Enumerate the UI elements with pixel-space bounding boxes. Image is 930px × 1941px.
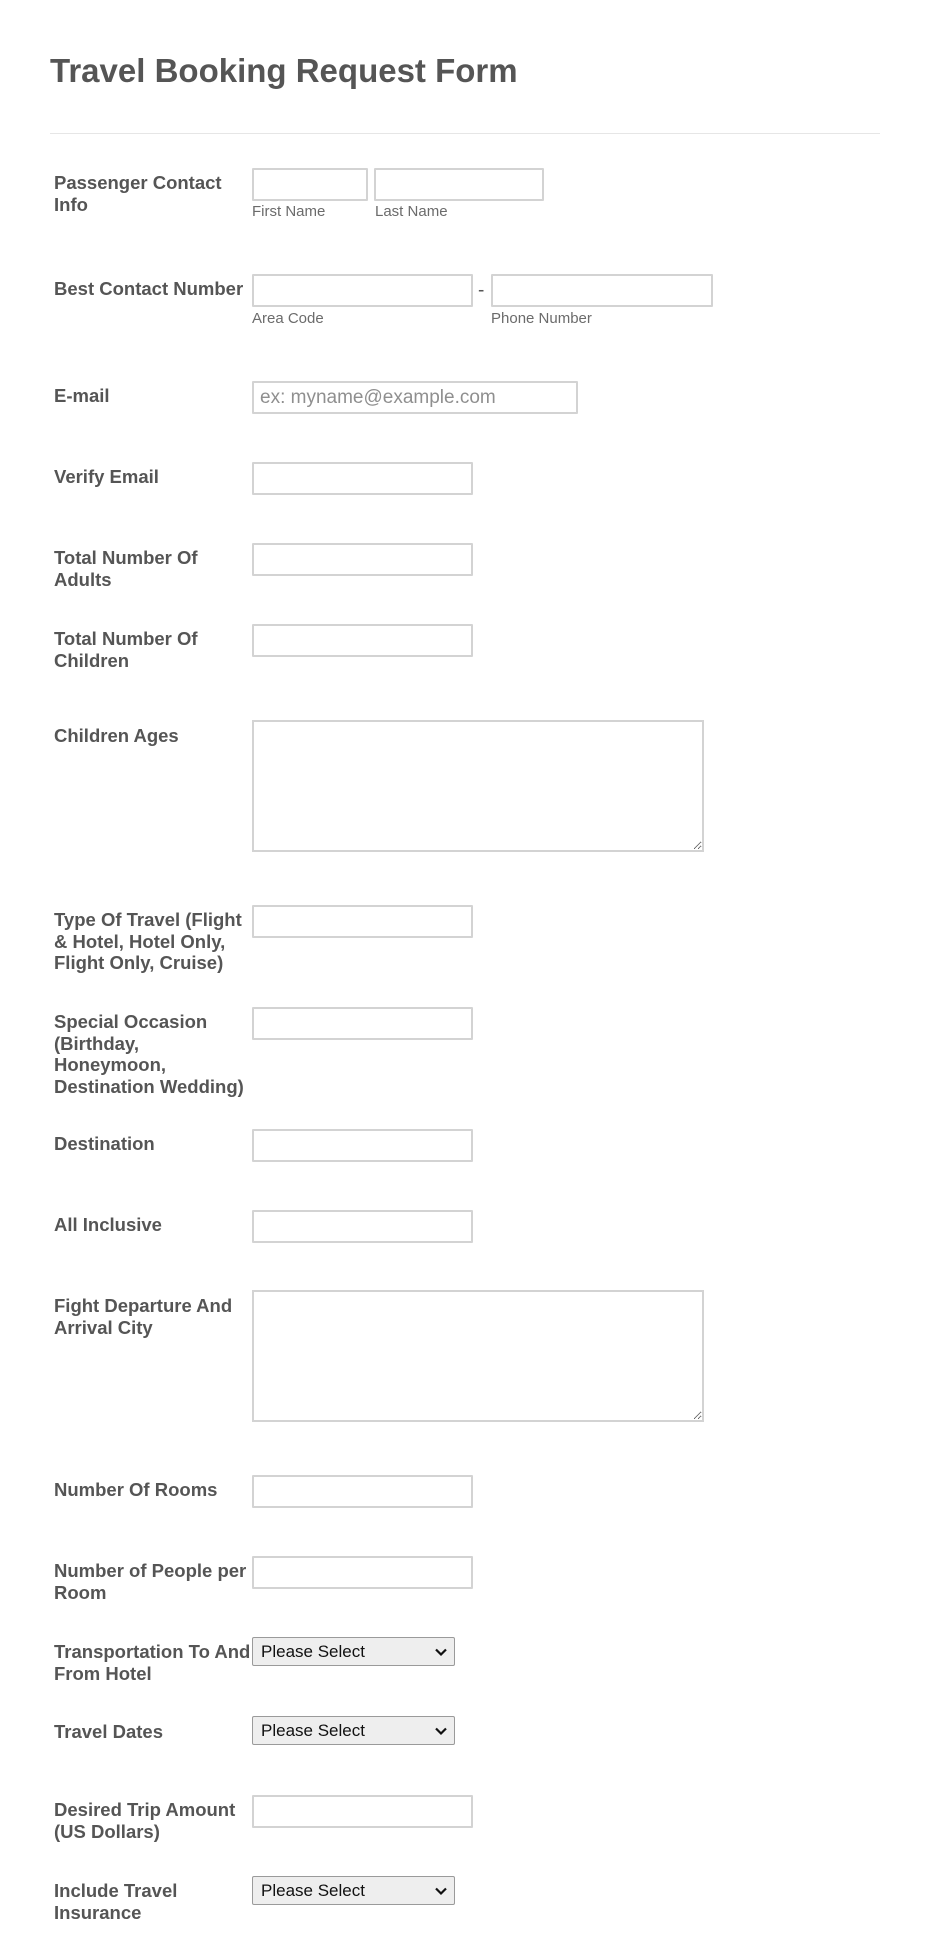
- chevron-down-icon: [434, 1724, 448, 1738]
- phone-number-input[interactable]: [491, 274, 713, 307]
- insurance-selected-value: Please Select: [261, 1880, 365, 1900]
- adults-input[interactable]: [252, 543, 473, 576]
- all-inclusive-input[interactable]: [252, 1210, 473, 1243]
- contact-number-label: Best Contact Number: [54, 278, 244, 299]
- email-input[interactable]: [252, 381, 578, 414]
- trip-amount-label: Desired Trip Amount (US Dollars): [54, 1799, 236, 1842]
- last-name-sublabel: Last Name: [375, 203, 448, 220]
- phone-separator: -: [478, 280, 485, 301]
- all-inclusive-label: All Inclusive: [54, 1214, 162, 1235]
- children-ages-textarea[interactable]: [252, 720, 704, 852]
- special-occasion-input[interactable]: [252, 1007, 473, 1040]
- people-per-room-label: Number of People per Room: [54, 1560, 247, 1603]
- travel-dates-label: Travel Dates: [54, 1721, 164, 1742]
- rooms-input[interactable]: [252, 1475, 473, 1508]
- phone-number-sublabel: Phone Number: [491, 310, 592, 327]
- chevron-down-icon: [434, 1645, 448, 1659]
- rooms-label: Number Of Rooms: [54, 1479, 218, 1500]
- area-code-sublabel: Area Code: [252, 310, 324, 327]
- children-ages-label: Children Ages: [54, 725, 179, 746]
- page-title: Travel Booking Request Form: [50, 52, 518, 89]
- trip-amount-input[interactable]: [252, 1795, 473, 1828]
- transportation-select[interactable]: [252, 1637, 455, 1666]
- insurance-label: Include Travel Insurance: [54, 1880, 178, 1923]
- people-per-room-input[interactable]: [252, 1556, 473, 1589]
- verify-email-label: Verify Email: [54, 466, 159, 487]
- destination-input[interactable]: [252, 1129, 473, 1162]
- chevron-down-icon: [434, 1884, 448, 1898]
- first-name-input[interactable]: [252, 168, 368, 201]
- travel-dates-selected-value: Please Select: [261, 1720, 365, 1740]
- adults-label: Total Number Of Adults: [54, 547, 198, 590]
- verify-email-input[interactable]: [252, 462, 473, 495]
- insurance-select[interactable]: [252, 1876, 455, 1905]
- transportation-label: Transportation To And From Hotel: [54, 1641, 251, 1684]
- travel-type-input[interactable]: [252, 905, 473, 938]
- flight-cities-label: Fight Departure And Arrival City: [54, 1295, 233, 1338]
- area-code-input[interactable]: [252, 274, 473, 307]
- destination-label: Destination: [54, 1133, 155, 1154]
- travel-dates-select[interactable]: [252, 1716, 455, 1745]
- passenger-contact-label: Passenger Contact Info: [54, 172, 222, 215]
- flight-cities-textarea[interactable]: [252, 1290, 704, 1422]
- email-label: E-mail: [54, 385, 110, 406]
- travel-type-label: Type Of Travel (Flight & Hotel, Hotel Only, Flight Only, Cruise): [54, 909, 242, 973]
- children-input[interactable]: [252, 624, 473, 657]
- first-name-sublabel: First Name: [252, 203, 326, 220]
- divider: [50, 133, 880, 134]
- transportation-selected-value: Please Select: [261, 1641, 365, 1661]
- special-occasion-label: Special Occasion (Birthday, Honeymoon, Destination Wedding): [54, 1011, 244, 1097]
- children-label: Total Number Of Children: [54, 628, 198, 671]
- last-name-input[interactable]: [374, 168, 544, 201]
